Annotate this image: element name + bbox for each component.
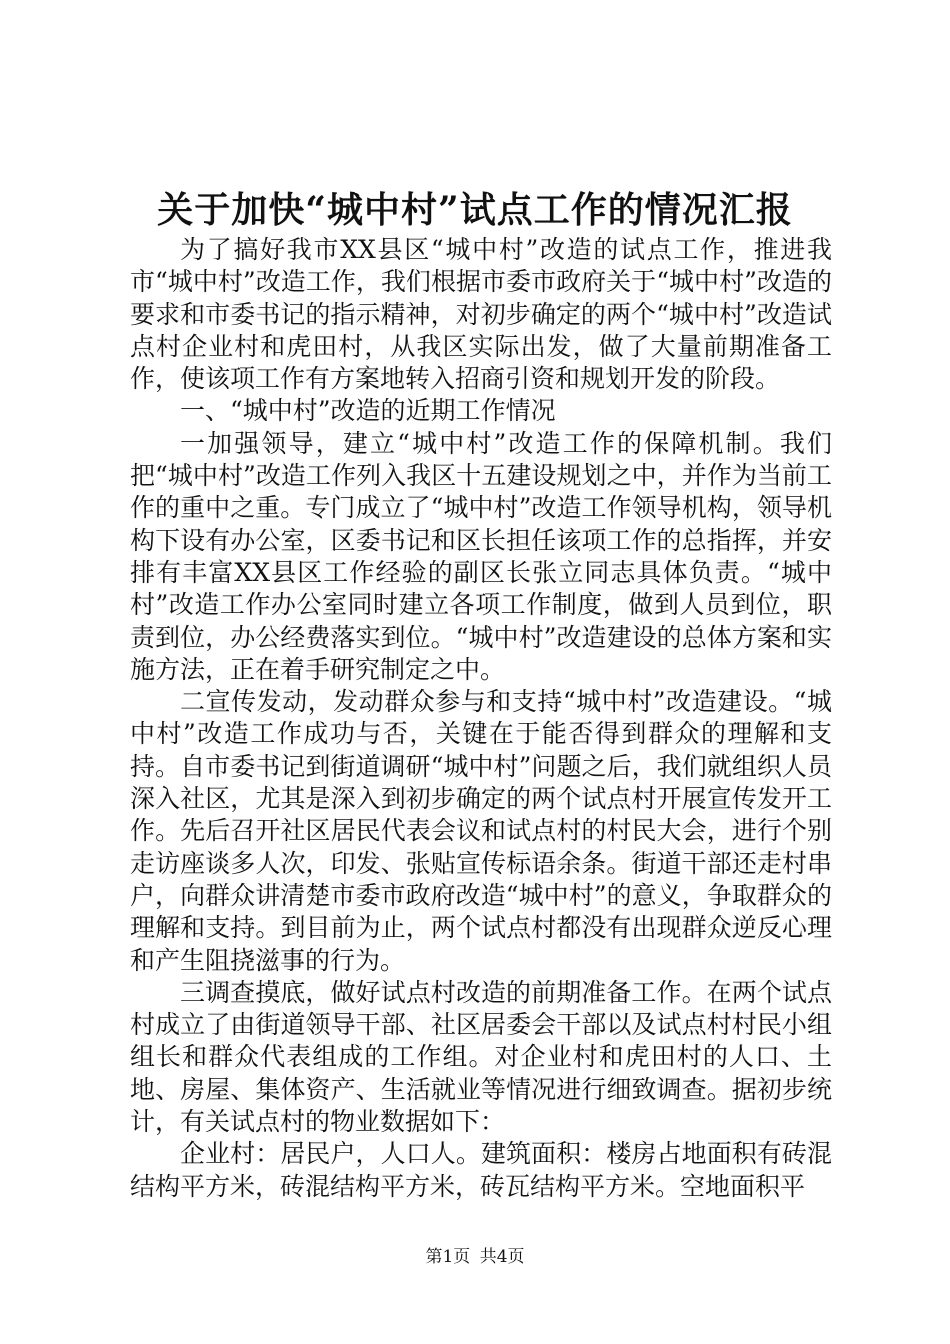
document-title: 关于加快“城中村”试点工作的情况汇报 [157, 189, 793, 231]
body-paragraph: 二宣传发动，发动群众参与和支持“城中村”改造建设。“城中村”改造工作成功与否，关键在于能否得到群众的理解和支持。自市委书记到街道调研“城中村”问题之后，我们就组织人员深入社区，尤其是深入到初步确定的两个试点村开展宣传发开工作。先后召开社区居民代表会议和试点村的村民大会，进行个别走访座谈多人次，印发、张贴宣传标语余条。街道干部还走村串户，向群众讲清楚市委市政府改造“城中村”的意义，争取群众的理解和支持。到目前为止，两个试点村都没有出现群众逆反心理和产生阻挠滋事的行为。 [130, 687, 832, 975]
page-total: 共4页 [479, 1247, 525, 1267]
page-number: 第1页 [425, 1247, 471, 1267]
document-body [130, 234, 832, 1203]
body-paragraph: 一加强领导，建立“城中村”改造工作的保障机制。我们把“城中村”改造工作列入我区十五建设规划之中，并作为当前工作的重中之重。专门成立了“城中村”改造工作领导机构，领导机构下设有办公室，区委书记和区长担任该项工作的总指挥，并安排有丰富XX县区工作经验的副区长张立同志具体负责。“城中村”改造工作办公室同时建立各项工作制度，做到人员到位，职责到位，办公经费落实到位。“城中村”改造建设的总体方案和实施方法，正在着手研究制定之中。 [130, 428, 832, 684]
page-footer [0, 1246, 950, 1268]
section-heading: 一、“城中村”改造的近期工作情况 [180, 396, 556, 426]
body-paragraph: 企业村：居民户，人口人。建筑面积：楼房占地面积有砖混结构平方米，砖混结构平方米，砖瓦结构平方米。空地面积平 [130, 1139, 832, 1201]
body-paragraph: 三调查摸底，做好试点村改造的前期准备工作。在两个试点村成立了由街道领导干部、社区居委会干部以及试点村村民小组组长和群众代表组成的工作组。对企业村和虎田村的人口、土地、房屋、集体资产、生活就业等情况进行细致调查。据初步统计，有关试点村的物业数据如下： [130, 977, 832, 1137]
intro-paragraph: 为了搞好我市XX县区“城中村”改造的试点工作，推进我市“城中村”改造工作，我们根据市委市政府关于“城中村”改造的要求和市委书记的指示精神，对初步确定的两个“城中村”改造试点村企业村和虎田村，从我区实际出发，做了大量前期准备工作，使该项工作有方案地转入招商引资和规划开发的阶段。 [130, 235, 832, 394]
